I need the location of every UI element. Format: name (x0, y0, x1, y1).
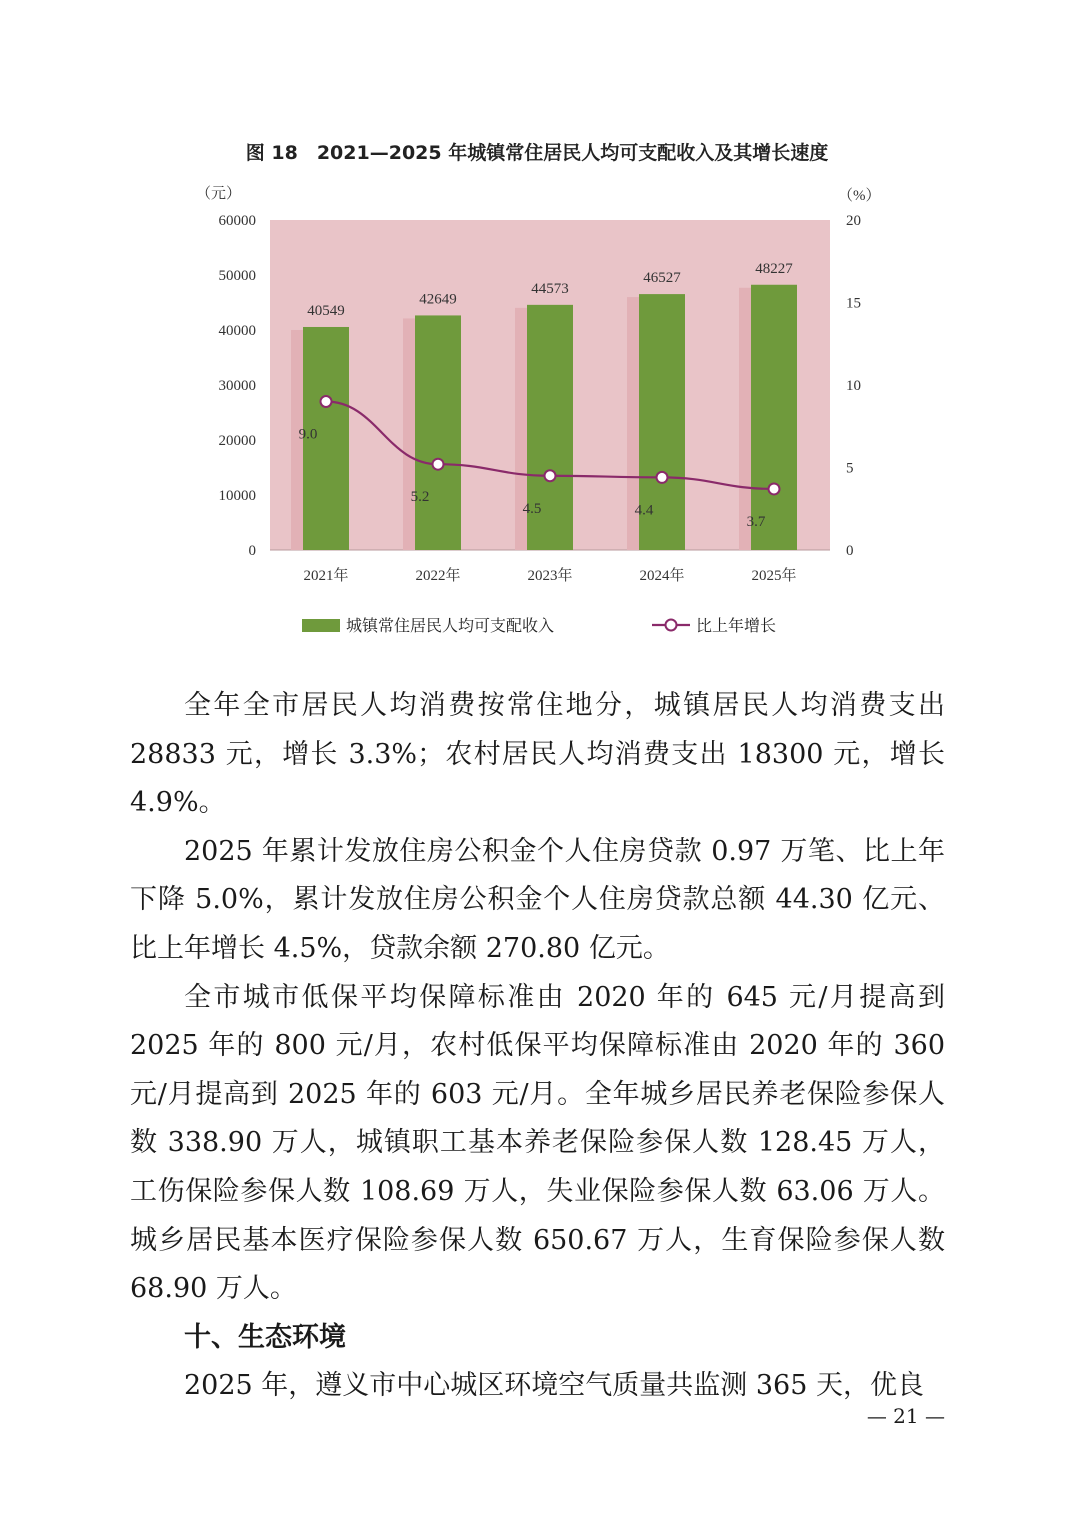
growth-point (657, 472, 668, 483)
bar-value-label: 46527 (643, 270, 681, 287)
y-right-unit: （%） (838, 188, 880, 204)
growth-value-label: 3.7 (746, 513, 766, 530)
y-left-tick-label: 60000 (218, 213, 256, 229)
bar-value-label: 40549 (307, 302, 345, 319)
x-tick-label: 2025年 (751, 568, 797, 584)
x-tick-label: 2023年 (527, 568, 573, 584)
y-left-unit: （元） (196, 186, 242, 202)
x-tick-label: 2022年 (415, 568, 461, 584)
y-left-tick-label: 0 (248, 543, 256, 559)
bar (751, 285, 797, 550)
y-left-tick-label: 20000 (218, 433, 256, 449)
paragraph: 全年全市居民人均消费按常住地分，城镇居民人均消费支出 28833 元，增长 3.3%；农村居民人均消费支出 18300 元，增长 4.9%。 (130, 690, 945, 819)
paragraph: 全市城市低保平均保障标准由 2020 年的 645 元/月提高到 2025 年的 800 元/月，农村低保平均保障标准由 2020 年的 360 元/月提高到 2025 年的 603 元/月。全年城乡居民养老保险参保人数 338.90 万人，城镇职工基本养老保险参保人数 128.45 万人，工伤保险参保人数 108.69 万人，失业保险参保人数 63.06 万人。城乡居民基本医疗保险参保人数 650.67 万人，生育保险参保人数 68.90 万人。 (130, 981, 945, 1305)
y-right-tick-label: 20 (846, 213, 861, 229)
y-left-tick-label: 40000 (218, 323, 256, 339)
paragraph: 2025 年累计发放住房公积金个人住房贷款 0.97 万笔、比上年下降 5.0%，累计发放住房公积金个人住房贷款总额 44.30 亿元、比上年增长 4.5%，贷款余额 270.80 亿元。 (130, 835, 945, 964)
paragraph: 2025 年，遵义市中心城区环境空气质量共监测 365 天，优良 (184, 1370, 924, 1402)
body-text (130, 682, 945, 1411)
bar-value-label: 42649 (419, 291, 457, 308)
chart-title: 图 18 2021—2025 年城镇常住居民人均可支配收入及其增长速度 (245, 142, 829, 164)
y-right-tick-label: 15 (846, 295, 861, 312)
legend-line-marker (666, 620, 677, 631)
bar-value-label: 48227 (755, 260, 793, 277)
growth-point (321, 396, 332, 407)
bar (415, 315, 461, 550)
legend-bar-swatch (302, 619, 340, 632)
growth-value-label: 4.4 (634, 502, 654, 519)
growth-point (769, 483, 780, 494)
x-tick-label: 2024年 (639, 568, 685, 584)
y-right-tick-label: 10 (846, 378, 861, 394)
growth-value-label: 9.0 (298, 426, 318, 443)
y-left-tick-label: 30000 (218, 378, 256, 394)
page-number: — 21 — (866, 1404, 945, 1428)
y-right-tick-label: 5 (846, 460, 854, 477)
y-right-tick-label: 0 (846, 543, 854, 559)
bar-value-label: 44573 (531, 280, 569, 297)
growth-value-label: 4.5 (522, 500, 542, 517)
growth-point (545, 470, 556, 481)
growth-value-label: 5.2 (410, 489, 430, 506)
section-heading: 十、生态环境 (184, 1321, 346, 1353)
income-growth-chart (190, 178, 880, 658)
y-left-tick-label: 50000 (218, 268, 256, 284)
legend-line-label: 比上年增长 (696, 616, 777, 635)
legend-bar-label: 城镇常住居民人均可支配收入 (346, 616, 555, 635)
growth-point (433, 459, 444, 470)
y-left-tick-label: 10000 (218, 488, 256, 504)
x-tick-label: 2021年 (303, 568, 349, 584)
